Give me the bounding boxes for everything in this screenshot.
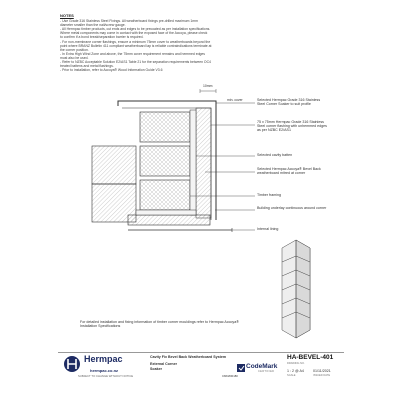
notes-line: - For non-membrane corner flashings, ensure a minimum 75mm cover to weatherboards beyond the [60, 39, 211, 44]
notes-line: - In Extra High Wind Zone and above, the 75mm cover requirement remains and hemmed edges [60, 51, 205, 56]
notes-line: must also be used. [60, 55, 89, 60]
codemark-number: CMNZ00180 [222, 374, 238, 378]
notes-line: the corner position. [60, 47, 89, 52]
internal-lining [128, 228, 232, 232]
notes-line: - Use Grade 316 Stainless Steel Fixings. All weatherboard fixings pre-drilled maximum 1mm [60, 19, 198, 24]
issued-date: 01/11/2021 [313, 369, 331, 373]
dimension-gap: 10mm [203, 84, 213, 88]
scale-label: SCALE [287, 374, 296, 377]
callout-weatherboard: Selected Hermpac Accoya® Bevel Back weatherboard mitred at corner [257, 167, 321, 176]
dimension-marks [200, 89, 216, 93]
callout-cavity-batten: Selected cavity batten [257, 153, 293, 157]
notes-line: point where BRANZ Bulletin 411 compliant weatherboard lap is reliable contraindications terminate at [60, 43, 212, 48]
dimension-cover: min. cover [227, 98, 243, 102]
footnote: For detailed installation and fixing information of timber corner mouldings refer to Hermpac Accoya® Installation Specifications [80, 320, 239, 329]
codemark-sub: CERTIFIED [258, 370, 275, 373]
notes-line: diameter smaller than the nail/screw gauge. [60, 23, 126, 28]
codemark-text: CodeMark [246, 363, 278, 370]
callout-timber-framing: Timber framing [257, 193, 282, 197]
notes-line: Where metal components may come in contact with the exposed face of the Accoya, please check [60, 31, 208, 36]
notes-line: - All Hermpac timber products, cut ends and edges to be precoated as per installation specifications. [60, 27, 211, 32]
timber-framing [140, 112, 190, 210]
notes-line: - Prior to installation, refer to Accoya® Wood Information Guide V3.6 [60, 68, 163, 73]
notes-line: treated battens and metal flashings. [60, 64, 114, 69]
drawing-title-line1: External Corner [150, 362, 177, 366]
drawing-number-label: DRAWING NO. [287, 362, 305, 365]
scale: 1 : 2 @ A4 [287, 369, 304, 373]
hermpac-logo-icon [62, 354, 82, 374]
drawing-number: HA-BEVEL-401 [287, 354, 334, 361]
notes-heading: NOTES [60, 13, 74, 18]
callout-building-underlay: Building underlay continuous around corner [257, 206, 327, 210]
system-name: Cavity Fix Bevel Back Weatherboard System [150, 355, 227, 359]
callout-corner-soaker: Selected Hermpac Grade 316 Stainless Steel Corner Soaker to suit profile [257, 98, 321, 107]
brand-name: Hermpac [84, 354, 123, 364]
brand-website: hermpac.co.nz [90, 368, 119, 373]
notes-line: - Refer to NZBC Acceptable Solution E2/AS1 Table 21 for the separation requirements between OC4 [60, 60, 211, 65]
issued-date-label: ISSUED DATE [313, 374, 331, 377]
drawing-title-line2: Soaker [150, 367, 162, 371]
disclaimer: SUBJECT TO CHANGE WITHOUT NOTICE [78, 374, 134, 378]
callout-internal-lining: Internal lining [257, 227, 279, 231]
callout-corner-flashing: 75 x 75mm Hermpac Grade 316 Stainless Steel corner flashing with unhemmed edges as per NZBC E2/AS1 [257, 120, 327, 133]
codemark-logo-icon [236, 363, 246, 373]
notes-line: to confirm if a bond break/separation barrier is required. [60, 35, 144, 40]
corner-3d-sketch [282, 240, 310, 338]
